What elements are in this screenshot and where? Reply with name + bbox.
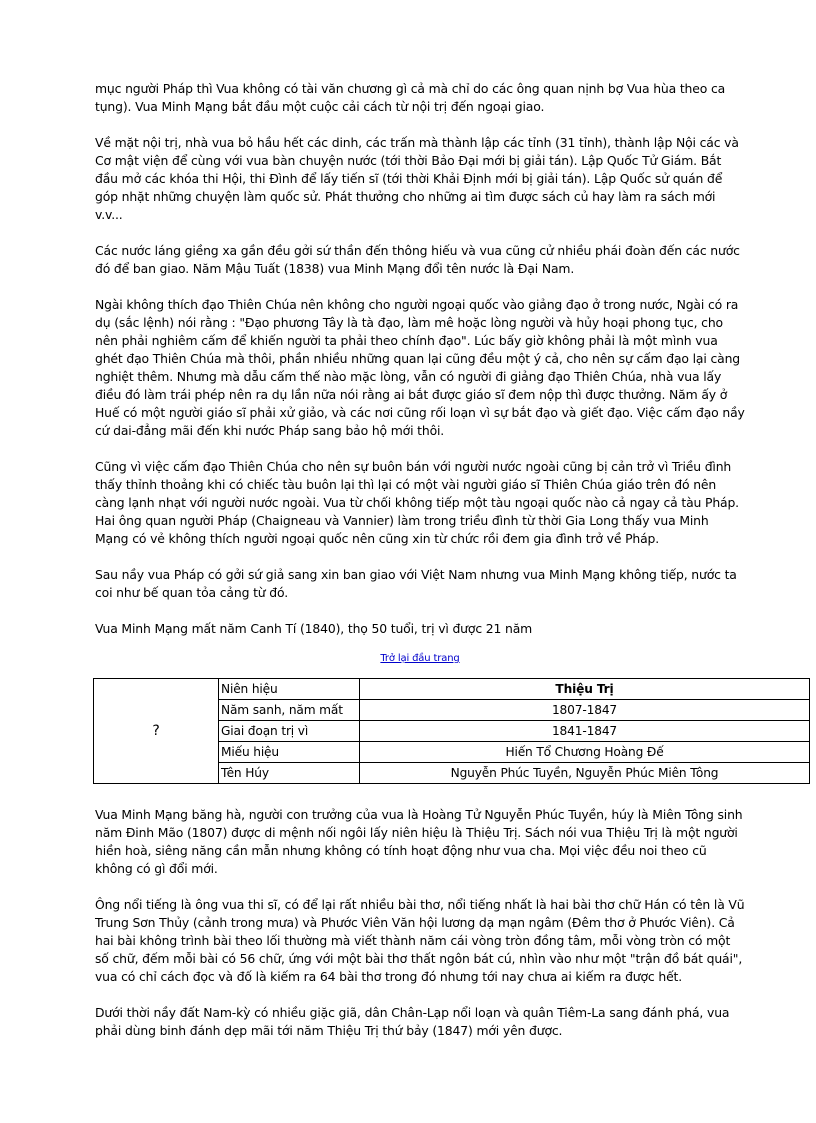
table-value: Hiến Tổ Chương Hoàng Đế: [360, 742, 810, 763]
table-label: Niên hiệu: [219, 679, 360, 700]
paragraph: Ngài không thích đạo Thiên Chúa nên không cho người ngoại quốc vào giảng đạo ở trong nước, Ngài có ra dụ (sắc lệnh) nói rằng : "Đạo phương Tây là tà đạo, làm mê hoặc lòng người và hủy hoại phong tục, cho nên phải nghiêm cấm để khiến người ta phải theo chính đạo". Lúc bấy giờ không phải là một mình vua ghét đạo Thiên Chúa mà thôi, phần nhiều những quan lại cũng đều một ý cả, cho nên sự cấm đạo lại càng nghiệt thêm. Nhưng mà dẫu cấm thế nào mặc lòng, vẫn có người đi giảng đạo Thiên Chúa, nhà vua lấy điều đó làm trái phép nên ra dụ lần nữa nói rằng ai bắt được giáo sĩ đem nộp thì được thưởng. Năm ấy ở Huế có một người giáo sĩ phải xử giảo, và các nơi cũng rối loạn vì sự bắt đạo và giết đạo. Việc cấm đạo nầy cứ dai-đẳng mãi đến khi nước Pháp sang bảo hộ mới thôi.: [95, 297, 745, 438]
paragraph: mục người Pháp thì Vua không có tài văn chương gì cả mà chỉ do các ông quan nịnh bợ Vua hùa theo ca tụng). Vua Minh Mạng bắt đầu một cuộc cải cách từ nội trị đến ngoại giao.: [95, 81, 726, 114]
paragraph: Dưới thời nầy đất Nam-kỳ có nhiều giặc giã, dân Chân-Lạp nổi loạn và quân Tiêm-La sang đánh phá, vua phải dùng binh đánh dẹp mãi tới năm Thiệu Trị thứ bảy (1847) mới yên được.: [95, 1005, 730, 1038]
back-to-top-link[interactable]: Trở lại đầu trang: [380, 653, 460, 664]
table-value: Nguyễn Phúc Tuyền, Nguyễn Phúc Miên Tông: [360, 763, 810, 784]
paragraph: Cũng vì việc cấm đạo Thiên Chúa cho nên sự buôn bán với người nước ngoài cũng bị cản trở vì Triều đình thấy thỉnh thoảng khi có chiếc tàu buôn lại thì lại có một vài người giáo sĩ Thiên Chúa giáo trên đó nên càng lạnh nhạt với người nước ngoài. Vua từ chối không tiếp một tàu ngoại quốc nào cả ngay cả tàu Pháp. Hai ông quan người Pháp (Chaigneau và Vannier) làm trong triều đình từ thời Gia Long thấy vua Minh Mạng có vẻ không thích người ngoại quốc nên cũng xin từ chức rồi đem gia đình trở về Pháp.: [95, 459, 739, 546]
table-label: Tên Húy: [219, 763, 360, 784]
document-body: [95, 80, 745, 1058]
back-to-top: [95, 652, 745, 666]
table-label: Miếu hiệu: [219, 742, 360, 763]
table-value: Thiệu Trị: [360, 679, 810, 700]
table-value: 1841-1847: [360, 721, 810, 742]
paragraph: Về mặt nội trị, nhà vua bỏ hầu hết các dinh, các trấn mà thành lập các tỉnh (31 tỉnh), thành lập Nội các và Cơ mật viện để cùng với vua bàn chuyện nước (tới thời Bảo Đại mới bị giải tán). Lập Quốc Tử Giám. Bắt đầu mở các khóa thi Hội, thi Đình để lấy tiến sĩ (tới thời Khải Định mới bị giải tán). Lập Quốc sử quán để góp nhặt những chuyện làm quốc sử. Phát thưởng cho những ai tìm được sách củ hay làm ra sách mới v.v...: [95, 135, 739, 222]
table-label: Giai đoạn trị vì: [219, 721, 360, 742]
paragraph: Các nước láng giềng xa gần đều gởi sứ thần đến thông hiếu và vua cũng cử nhiều phái đoàn đến các nước đó để ban giao. Năm Mậu Tuất (1838) vua Minh Mạng đổi tên nước là Đại Nam.: [95, 243, 740, 276]
paragraph: Vua Minh Mạng mất năm Canh Tí (1840), thọ 50 tuổi, trị vì được 21 năm: [95, 621, 533, 636]
paragraph: Vua Minh Mạng băng hà, người con trưởng của vua là Hoàng Tử Nguyễn Phúc Tuyền, húy là Miên Tông sinh năm Đinh Mão (1807) được di mệnh nối ngôi lấy niên hiệu là Thiệu Trị. Sách nói vua Thiệu Trị là một người hiền hoà, siêng năng cần mẫn nhưng không có tính hoạt động như vua cha. Mọi việc đều noi theo cũ không có gì đổi mới.: [95, 807, 743, 876]
table-label: Năm sanh, năm mất: [219, 700, 360, 721]
king-info-table: [93, 678, 810, 784]
table-row: [94, 679, 810, 700]
paragraph: Ông nổi tiếng là ông vua thi sĩ, có để lại rất nhiều bài thơ, nổi tiếng nhất là hai bài thơ chữ Hán có tên là Vũ Trung Sơn Thủy (cảnh trong mưa) và Phước Viên Văn hội lương dạ mạn ngâm (Đêm thơ ở Phước Viên). Cả hai bài không trình bài theo lối thường mà viết thành năm cái vòng tròn đồng tâm, mỗi vòng tròn có một số chữ, đếm mỗi bài có 56 chữ, ứng với một bài thơ thất ngôn bát cú, nhìn vào như một "trận đồ bát quái", vua có chỉ cách đọc và đố là kiếm ra 64 bài thơ trong đó nhưng tới nay chưa ai kiếm ra được hết.: [95, 897, 745, 984]
portrait-placeholder: ?: [94, 679, 219, 784]
table-value: 1807-1847: [360, 700, 810, 721]
paragraph: Sau nầy vua Pháp có gởi sứ giả sang xin ban giao với Việt Nam nhưng vua Minh Mạng không tiếp, nước ta coi như bế quan tỏa cảng từ đó.: [95, 567, 737, 600]
